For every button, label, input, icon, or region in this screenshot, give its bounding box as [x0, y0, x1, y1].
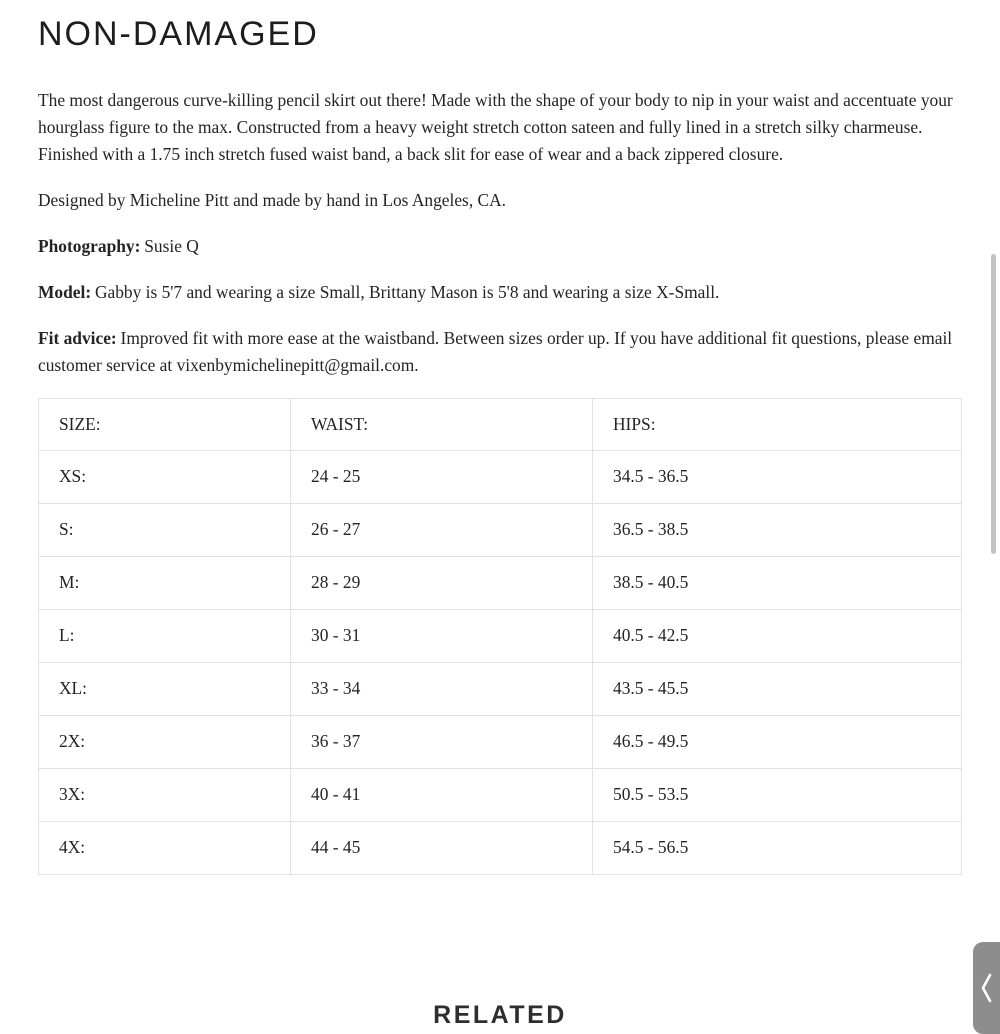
waist-cell: 44 - 45 [291, 821, 593, 874]
waist-cell: 26 - 27 [291, 503, 593, 556]
waist-cell: 30 - 31 [291, 609, 593, 662]
size-chart-header-row [39, 398, 962, 450]
page-title: NON-DAMAGED [38, 15, 319, 53]
hips-cell: 46.5 - 49.5 [593, 715, 962, 768]
size-column-header: SIZE: [39, 398, 291, 450]
size-chart-row-m [39, 556, 962, 609]
product-description: The most dangerous curve-killing pencil skirt out there! Made with the shape of your body to nip in your waist and accentuate your hourglass figure to the max. Constructed from a heavy weight stretch cotton sateen and fully lined in a stretch silky charmeuse. Finished with a 1.75 inch stretch fused waist band, a back slit for ease of wear and a back zippered closure. [38, 89, 953, 164]
size-chart-row-3x [39, 768, 962, 821]
hips-column-header: HIPS: [593, 398, 962, 450]
size-chart-row-l [39, 609, 962, 662]
hips-cell: 54.5 - 56.5 [593, 821, 962, 874]
size-chart-row-4x [39, 821, 962, 874]
hips-cell: 34.5 - 36.5 [593, 450, 962, 503]
fit-advice-label: Fit advice: [38, 327, 117, 348]
product-description-section [0, 14, 1000, 875]
size-cell: M: [39, 556, 291, 609]
size-cell: 4X: [39, 821, 291, 874]
size-cell: XS: [39, 450, 291, 503]
size-chart-row-s [39, 503, 962, 556]
photography-label: Photography: [38, 235, 141, 256]
waist-column-header: WAIST: [291, 398, 593, 450]
size-chart-row-xl [39, 662, 962, 715]
size-chart-row-xs [39, 450, 962, 503]
hips-cell: 43.5 - 45.5 [593, 662, 962, 715]
model-value: Gabby is 5'7 and wearing a size Small, Brittany Mason is 5'8 and wearing a size X-Small. [94, 281, 720, 302]
waist-cell: 40 - 41 [291, 768, 593, 821]
waist-cell: 36 - 37 [291, 715, 593, 768]
fit-advice-line [38, 325, 962, 379]
size-chart-table [38, 398, 962, 875]
hips-cell: 40.5 - 42.5 [593, 609, 962, 662]
size-cell: 3X: [39, 768, 291, 821]
size-chart-row-2x [39, 715, 962, 768]
waist-cell: 33 - 34 [291, 662, 593, 715]
chevron-left-icon [981, 972, 992, 1004]
size-cell: 2X: [39, 715, 291, 768]
waist-cell: 28 - 29 [291, 556, 593, 609]
hips-cell: 50.5 - 53.5 [593, 768, 962, 821]
scrollbar-thumb[interactable] [991, 254, 996, 554]
size-cell: XL: [39, 662, 291, 715]
flyout-tab-button[interactable] [973, 942, 1000, 1034]
size-cell: S: [39, 503, 291, 556]
designed-by-line: Designed by Micheline Pitt and made by hand in Los Angeles, CA. [38, 189, 507, 210]
fit-advice-value: Improved fit with more ease at the waistband. Between sizes order up. If you have additional fit questions, please email customer service at vixenbymichelinepitt@gmail.com. [38, 327, 953, 375]
photography-line [38, 233, 962, 260]
size-cell: L: [39, 609, 291, 662]
related-section-title: RELATED [433, 1001, 567, 1029]
waist-cell: 24 - 25 [291, 450, 593, 503]
model-line [38, 279, 962, 306]
hips-cell: 36.5 - 38.5 [593, 503, 962, 556]
photography-value: Susie Q [144, 235, 199, 256]
model-label: Model: [38, 281, 92, 302]
hips-cell: 38.5 - 40.5 [593, 556, 962, 609]
